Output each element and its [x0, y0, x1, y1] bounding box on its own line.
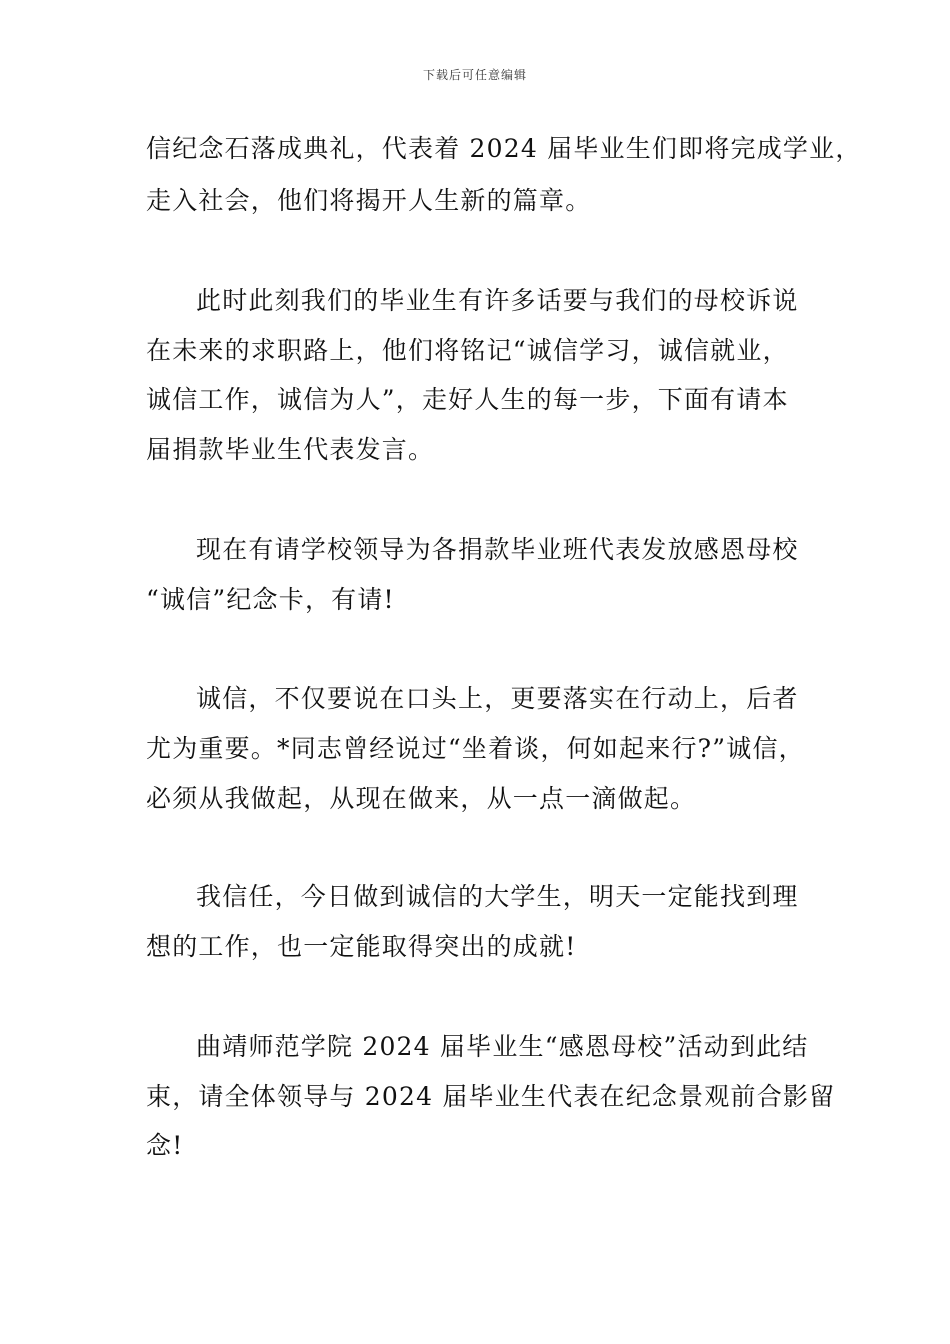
paragraph-4-line-1: 诚信，不仅要说在口头上，更要落实在行动上，后者: [196, 684, 799, 713]
paragraph-2-line-2: 在未来的求职路上，他们将铭记“诚信学习，诚信就业，: [146, 336, 789, 365]
paragraph-5-line-2: 想的工作，也一定能取得突出的成就!: [146, 932, 577, 961]
paragraph-6-line-2: 束，请全体领导与 2024 届毕业生代表在纪念景观前合影留: [146, 1082, 836, 1111]
paragraph-6-line-3: 念!: [146, 1131, 184, 1160]
paragraph-6-line-1: 曲靖师范学院 2024 届毕业生“感恩母校”活动到此结: [196, 1032, 809, 1061]
paragraph-2-line-1: 此时此刻我们的毕业生有许多话要与我们的母校诉说: [196, 286, 799, 315]
paragraph-3-line-2: “诚信”纪念卡，有请!: [146, 585, 395, 614]
paragraph-2-line-3: 诚信工作，诚信为人”，走好人生的每一步，下面有请本: [146, 385, 789, 414]
paragraph-3-line-1: 现在有请学校领导为各捐款毕业班代表发放感恩母校: [196, 535, 799, 564]
page-header: 下载后可任意编辑: [422, 68, 527, 82]
paragraph-4-line-3: 必须从我做起，从现在做来，从一点一滴做起。: [146, 784, 697, 813]
paragraph-2-line-4: 届捐款毕业生代表发言。: [146, 435, 435, 464]
paragraph-5-line-1: 我信任，今日做到诚信的大学生，明天一定能找到理: [196, 882, 799, 911]
paragraph-4-line-2: 尤为重要。*同志曾经说过“坐着谈，何如起来行?”诚信，: [146, 734, 805, 763]
paragraph-1-line-1: 信纪念石落成典礼，代表着 2024 届毕业生们即将完成学业，: [146, 134, 862, 163]
paragraph-1-line-2: 走入社会，他们将揭开人生新的篇章。: [146, 186, 592, 215]
